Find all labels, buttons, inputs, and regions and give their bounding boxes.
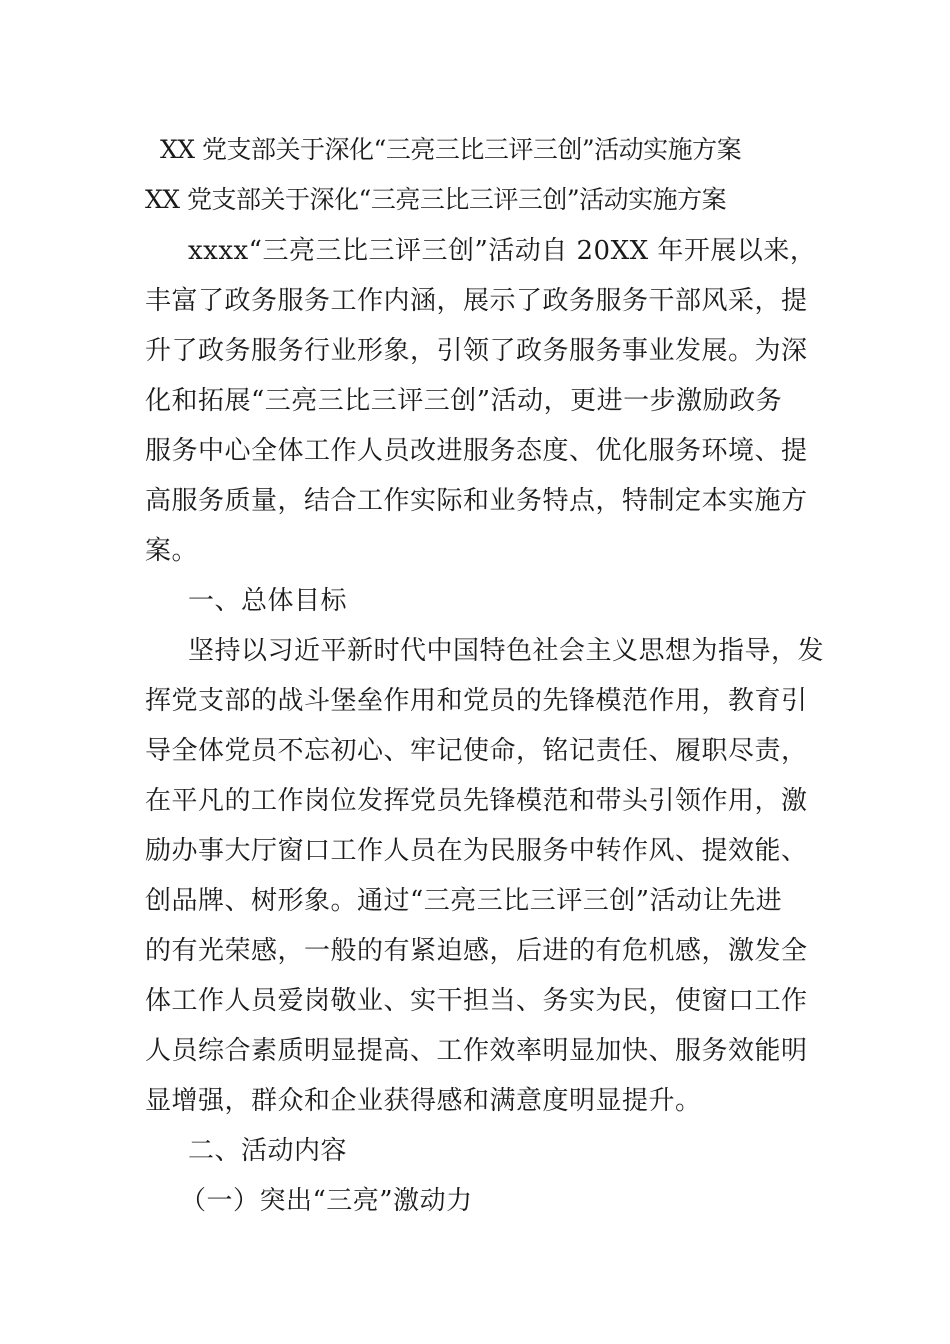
paragraph-line: 坚持以习近平新时代中国特色社会主义思想为指导，发 (188, 636, 825, 666)
paragraph-line: 案。 (145, 536, 199, 566)
paragraph-line: 创品牌、树形象。通过“三亮三比三评三创”活动让先进 (145, 886, 783, 916)
paragraph-line: 服务中心全体工作人员改进服务态度、优化服务环境、提 (145, 436, 808, 466)
paragraph-line: 励办事大厅窗口工作人员在为民服务中转作风、提效能、 (145, 836, 808, 866)
document-title: XX 党支部关于深化“三亮三比三评三创”活动实施方案 (160, 135, 742, 164)
paragraph-line: xxxx“三亮三比三评三创”活动自 20XX 年开展以来， (188, 236, 817, 266)
paragraph-line: 导全体党员不忘初心、牢记使命，铭记责任、履职尽责， (145, 736, 808, 766)
paragraph-line: 化和拓展“三亮三比三评三创”活动，更进一步激励政务 (145, 386, 783, 416)
document-title-repeat: XX 党支部关于深化“三亮三比三评三创”活动实施方案 (145, 185, 727, 214)
paragraph-line: 在平凡的工作岗位发挥党员先锋模范和带头引领作用，激 (145, 786, 808, 816)
paragraph-line: 升了政务服务行业形象，引领了政务服务事业发展。为深 (145, 336, 808, 366)
paragraph-line: 高服务质量，结合工作实际和业务特点，特制定本实施方 (145, 486, 808, 516)
subsection-heading: （一）突出“三亮”激动力 (180, 1186, 473, 1216)
section-heading: 二、活动内容 (188, 1136, 348, 1166)
section-heading: 一、总体目标 (188, 586, 348, 616)
paragraph-line: 人员综合素质明显提高、工作效率明显加快、服务效能明 (145, 1036, 808, 1066)
paragraph-line: 的有光荣感，一般的有紧迫感，后进的有危机感，激发全 (145, 936, 808, 966)
paragraph-line: 丰富了政务服务工作内涵，展示了政务服务干部风采，提 (145, 286, 808, 316)
paragraph-line: 显增强，群众和企业获得感和满意度明显提升。 (145, 1086, 702, 1116)
paragraph-line: 体工作人员爱岗敬业、实干担当、务实为民，使窗口工作 (145, 986, 808, 1016)
paragraph-line: 挥党支部的战斗堡垒作用和党员的先锋模范作用，教育引 (145, 686, 808, 716)
